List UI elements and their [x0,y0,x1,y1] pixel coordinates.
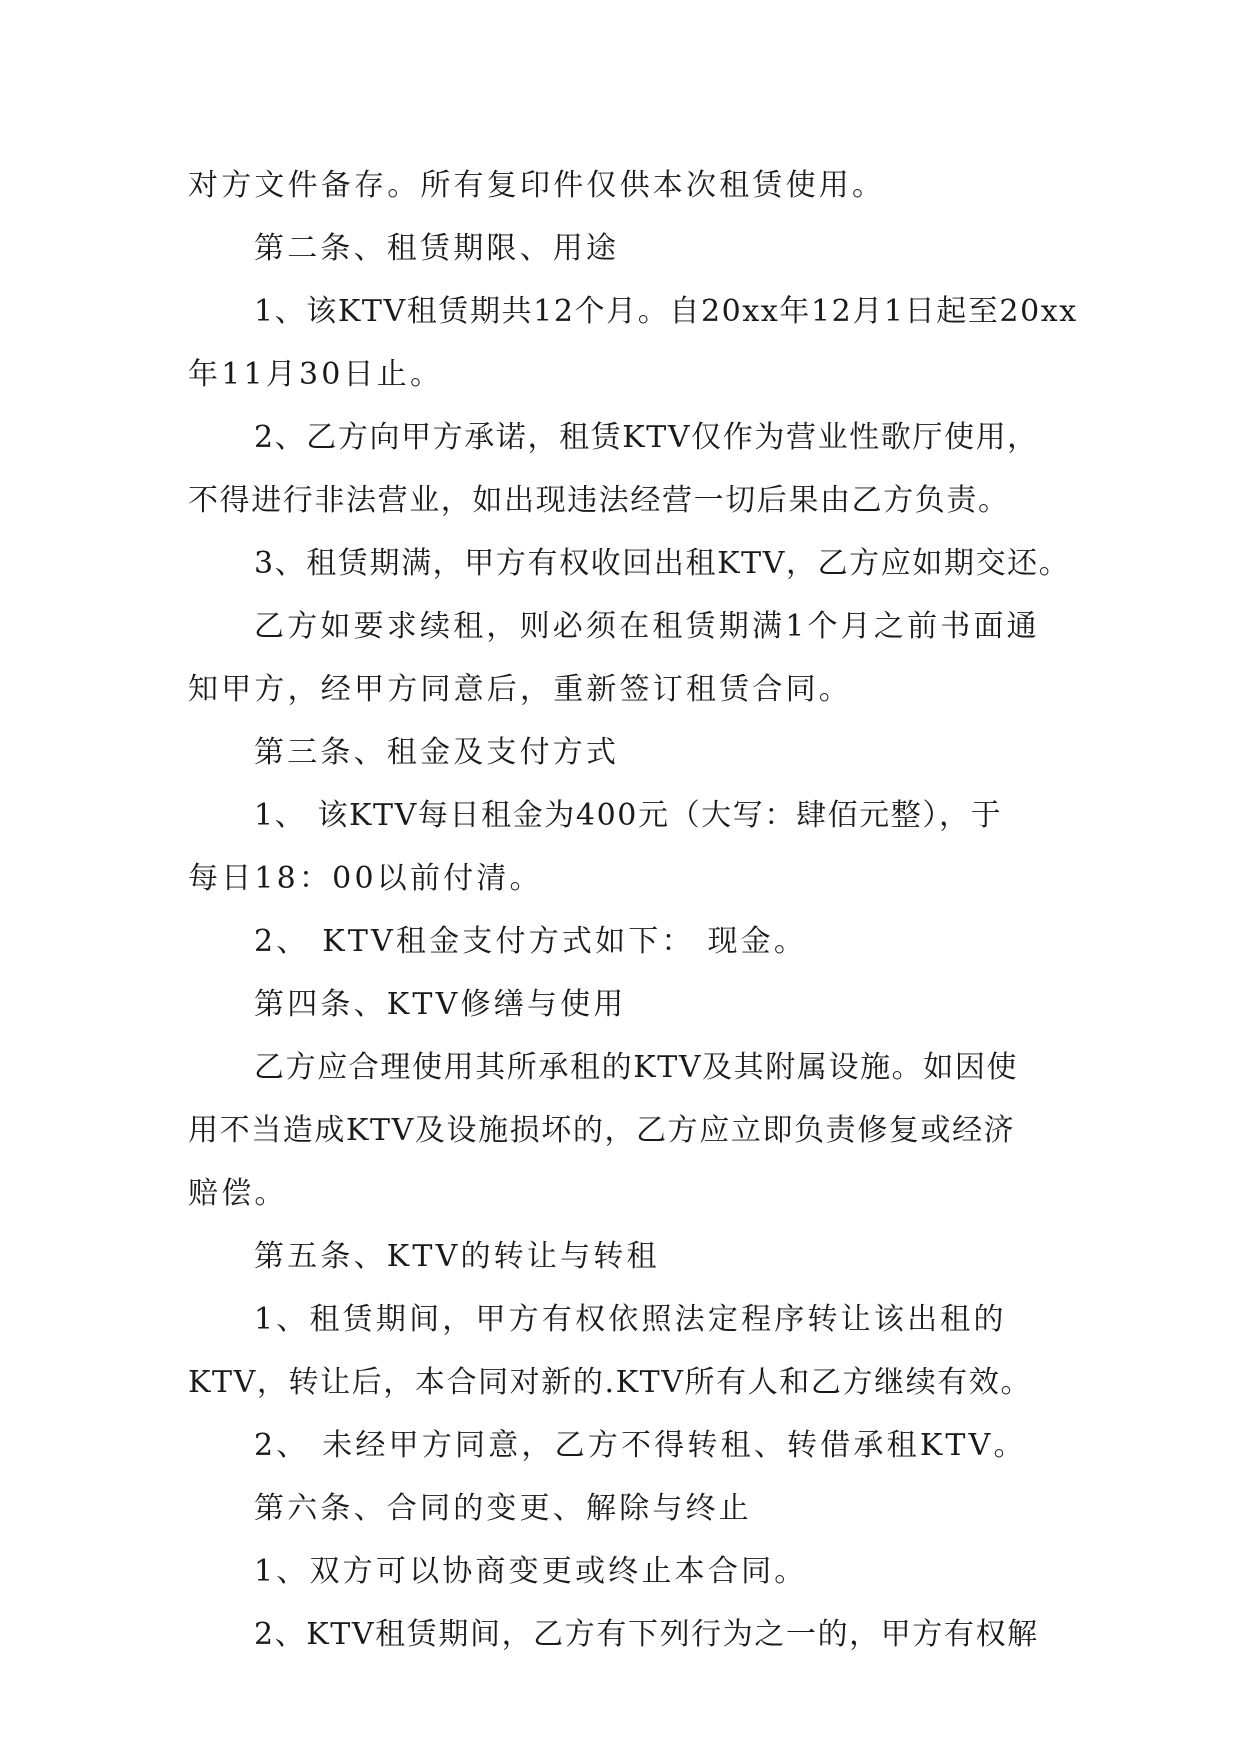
text-line: 1、租赁期间，甲方有权依照法定程序转让该出租的 [254,1302,1007,1337]
section-heading: 第三条、租金及支付方式 [254,735,620,770]
text-line: 赔偿。 [188,1176,288,1211]
text-line: 不得进行非法营业，如出现违法经营一切后果由乙方负责。 [188,483,1010,518]
section-heading: 第五条、KTV的转让与转租 [254,1239,660,1274]
text-line: 乙方如要求续租，则必须在租赁期满1个月之前书面通 [254,609,1040,644]
document-body [188,154,1078,1666]
text-line: 对方文件备存。所有复印件仅供本次租赁使用。 [188,168,886,203]
section-heading: 第二条、租赁期限、用途 [254,231,620,266]
section-heading: 第四条、KTV修缮与使用 [254,987,627,1022]
text-line: 年11月30日止。 [188,357,444,392]
text-line: 2、KTV租赁期间，乙方有下列行为之一的，甲方有权解 [254,1617,1039,1652]
text-line: 3、租赁期满，甲方有权收回出租KTV，乙方应如期交还。 [254,546,1071,581]
text-line: 1、 该KTV每日租金为400元（大写：肆佰元整），于 [254,798,1003,833]
text-line: 每日18：00以前付清。 [188,861,543,896]
text-line: 乙方应合理使用其所承租的KTV及其附属设施。如因使 [254,1050,1019,1085]
text-line: KTV，转让后，本合同对新的.KTV所有人和乙方继续有效。 [188,1365,1033,1400]
text-line: 用不当造成KTV及设施损坏的，乙方应立即负责修复或经济 [188,1113,1016,1148]
text-line: 知甲方，经甲方同意后，重新签订租赁合同。 [188,672,852,707]
text-line: 2、 KTV租金支付方式如下： 现金。 [254,924,808,959]
text-line: 2、乙方向甲方承诺，租赁KTV仅作为营业性歌厅使用， [254,420,1039,455]
text-line: 1、该KTV租赁期共12个月。自20xx年12月1日起至20xx [254,294,1078,329]
section-heading: 第六条、合同的变更、解除与终止 [254,1491,752,1526]
text-line: 1、双方可以协商变更或终止本合同。 [254,1554,808,1589]
text-line: 2、 未经甲方同意，乙方不得转租、转借承租KTV。 [254,1428,1027,1463]
